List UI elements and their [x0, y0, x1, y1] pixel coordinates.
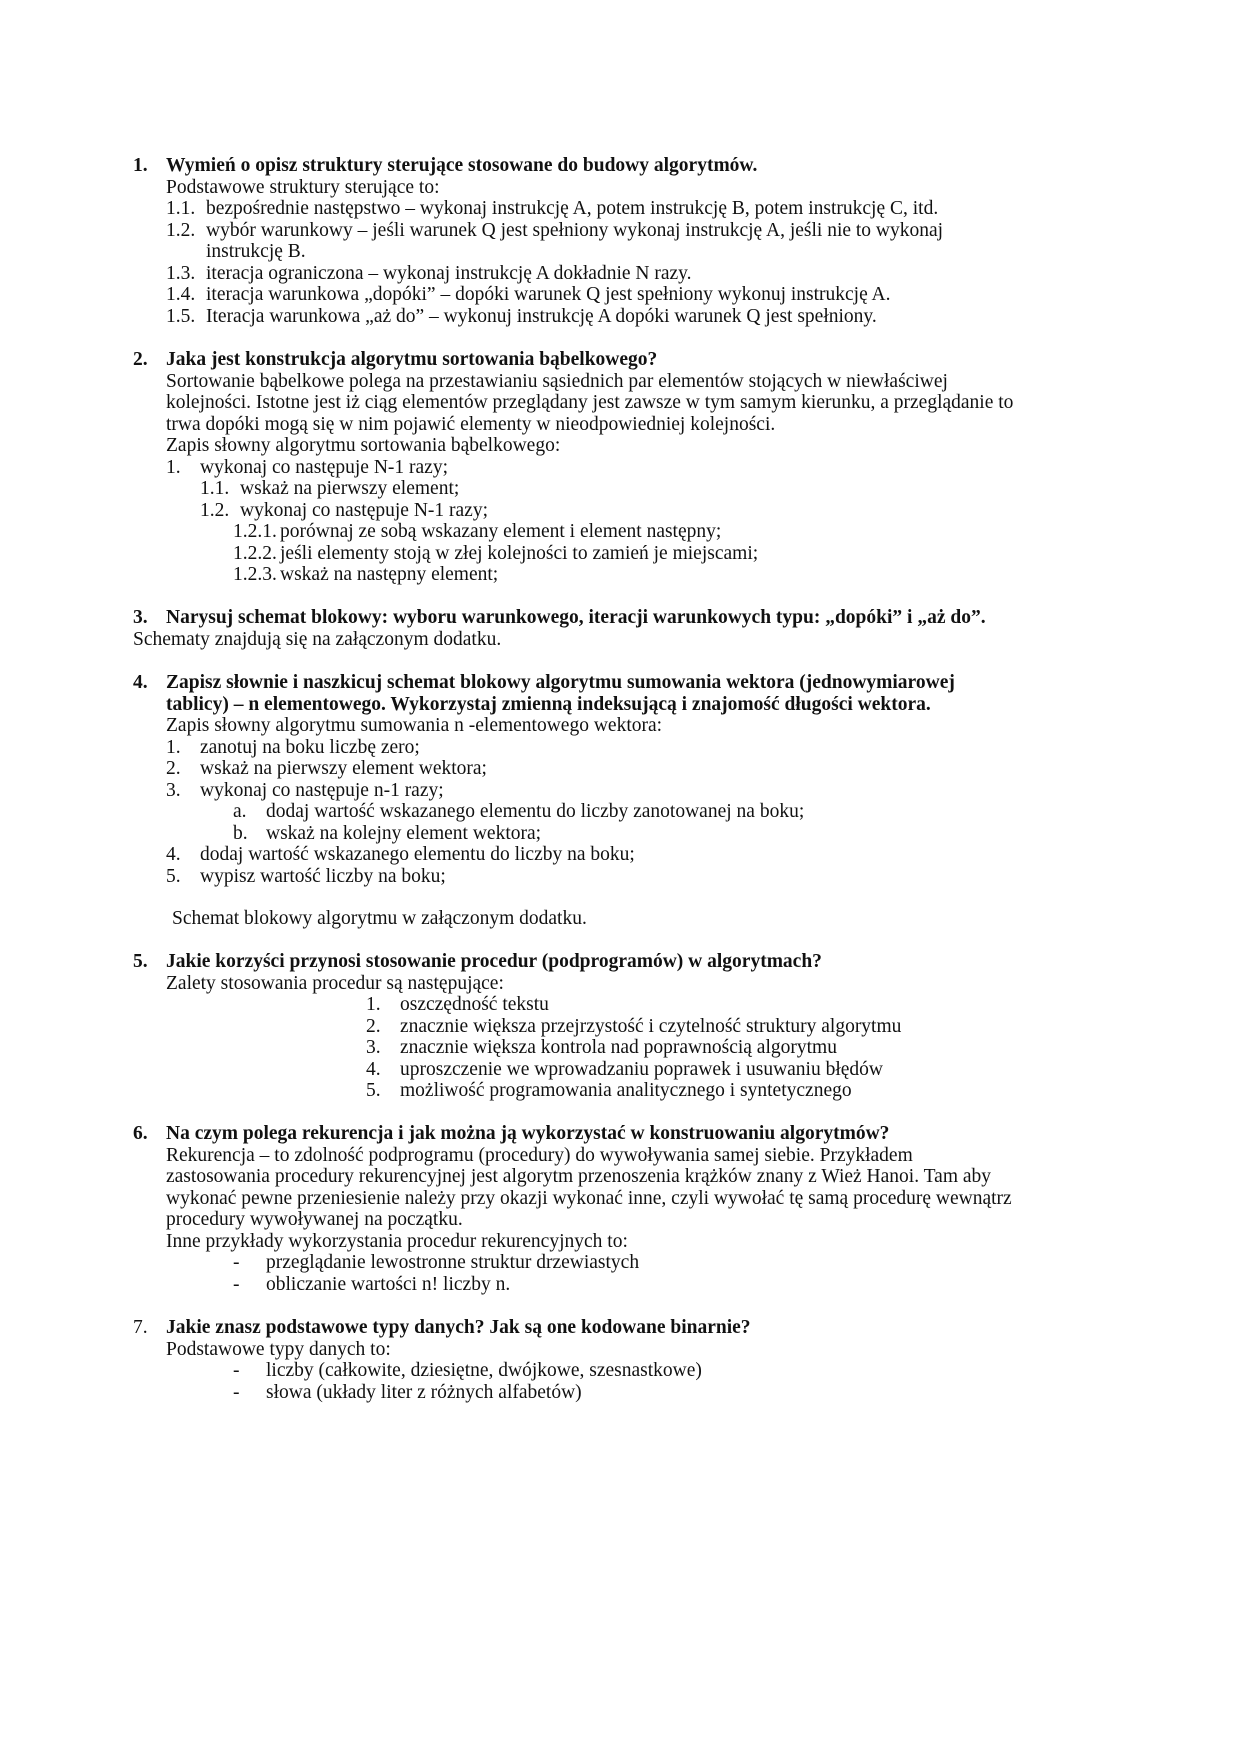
step-text: wykonaj co następuje N-1 razy; — [200, 457, 448, 478]
paragraph-line: trwa dopóki mogą się w nim pojawić elementy w nieodpowiedniej kolejności. — [166, 414, 776, 435]
step-number: 2. — [166, 758, 181, 779]
list-item-number: 1.3. — [166, 263, 196, 284]
step-text: jeśli elementy stoją w złej kolejności to zamień je miejscami; — [280, 543, 759, 564]
bullet-item: przeglądanie lewostronne struktur drzewiastych — [266, 1252, 640, 1273]
step-text: wskaż na pierwszy element; — [240, 478, 460, 499]
step-number: 1. — [166, 457, 181, 478]
bullet-item: obliczanie wartości n! liczby n. — [266, 1274, 511, 1295]
bullet-mark: - — [233, 1274, 240, 1295]
question-7-title: Jakie znasz podstawowe typy danych? Jak są one kodowane binarnie? — [166, 1317, 751, 1338]
step-number: a. — [233, 801, 247, 822]
question-1-intro: Podstawowe struktury sterujące to: — [166, 177, 440, 198]
bullet-item: liczby (całkowite, dziesiętne, dwójkowe, szesnastkowe) — [266, 1360, 702, 1381]
bullet-item: słowa (układy liter z różnych alfabetów) — [266, 1382, 582, 1403]
question-6-title: Na czym polega rekurencja i jak można ją wykorzystać w konstruowaniu algorytmów? — [166, 1123, 890, 1144]
list-item-continuation: instrukcję B. — [206, 241, 306, 262]
step-text: wypisz wartość liczby na boku; — [200, 866, 446, 887]
step-number: 1. — [166, 737, 181, 758]
step-text: dodaj wartość wskazanego elementu do liczby na boku; — [200, 844, 635, 865]
step-number: 1.2.1. — [233, 521, 277, 542]
step-number: b. — [233, 823, 248, 844]
question-5-intro: Zalety stosowania procedur są następujące: — [166, 973, 504, 994]
question-3-title: Narysuj schemat blokowy: wyboru warunkowego, iteracji warunkowych typu: „dopóki” i „aż do”. — [166, 607, 986, 628]
step-number: 1.2. — [200, 500, 230, 521]
question-7-number: 7. — [133, 1317, 148, 1338]
step-text: porównaj ze sobą wskazany element i element następny; — [280, 521, 722, 542]
paragraph-line: procedury wywoływanej na początku. — [166, 1209, 463, 1230]
step-text: dodaj wartość wskazanego elementu do liczby zanotowanej na boku; — [266, 801, 805, 822]
question-7-intro: Podstawowe typy danych to: — [166, 1339, 391, 1360]
paragraph-line: wykonać pewne przeniesienie należy przy okazji wykonać inne, czyli wywołać tę samą procedurę wewnątrz — [166, 1188, 1012, 1209]
paragraph-line: Sortowanie bąbelkowe polega na przestawianiu sąsiednich par elementów stojących w niewłaściwej — [166, 371, 948, 392]
list-item-number: 3. — [366, 1037, 381, 1058]
question-4-title-cont: tablicy) – n elementowego. Wykorzystaj zmienną indeksującą i znajomość długości wektora. — [166, 694, 931, 715]
step-number: 5. — [166, 866, 181, 887]
question-3-number: 3. — [133, 607, 148, 628]
question-6-intro: Inne przykłady wykorzystania procedur rekurencyjnych to: — [166, 1231, 628, 1252]
question-1-title: Wymień o opisz struktury sterujące stosowane do budowy algorytmów. — [166, 155, 758, 176]
question-5-number: 5. — [133, 951, 148, 972]
list-item: iteracja ograniczona – wykonaj instrukcję A dokładnie N razy. — [206, 263, 692, 284]
list-item-number: 1.5. — [166, 306, 196, 327]
question-4-number: 4. — [133, 672, 148, 693]
list-item: bezpośrednie następstwo – wykonaj instrukcję A, potem instrukcję B, potem instrukcję C, itd. — [206, 198, 939, 219]
step-number: 1.2.2. — [233, 543, 277, 564]
step-number: 4. — [166, 844, 181, 865]
list-item: znacznie większa przejrzystość i czytelność struktury algorytmu — [400, 1016, 902, 1037]
question-1-number: 1. — [133, 155, 148, 176]
list-item: iteracja warunkowa „dopóki” – dopóki warunek Q jest spełniony wykonuj instrukcję A. — [206, 284, 891, 305]
question-2-number: 2. — [133, 349, 148, 370]
step-text: wykonaj co następuje n-1 razy; — [200, 780, 444, 801]
paragraph-line: kolejności. Istotne jest iż ciąg elementów przeglądany jest zawsze w tym samym kierunku, a przeglądanie to — [166, 392, 1014, 413]
step-number: 1.1. — [200, 478, 230, 499]
list-item-number: 4. — [366, 1059, 381, 1080]
question-2-title: Jaka jest konstrukcja algorytmu sortowania bąbelkowego? — [166, 349, 658, 370]
paragraph-line: zastosowania procedury rekurencyjnej jest algorytm przenoszenia krążków znany z Wież Hanoi. Tam aby — [166, 1166, 992, 1187]
list-item: uproszczenie we wprowadzaniu poprawek i usuwaniu błędów — [400, 1059, 884, 1080]
bullet-mark: - — [233, 1360, 240, 1381]
list-item: Iteracja warunkowa „aż do” – wykonuj instrukcję A dopóki warunek Q jest spełniony. — [206, 306, 877, 327]
question-6-number: 6. — [133, 1123, 148, 1144]
list-item-number: 1. — [366, 994, 381, 1015]
list-item-number: 2. — [366, 1016, 381, 1037]
step-number: 1.2.3. — [233, 564, 277, 585]
step-text: wskaż na kolejny element wektora; — [266, 823, 542, 844]
list-item: wybór warunkowy – jeśli warunek Q jest spełniony wykonaj instrukcję A, jeśli nie to wykonaj — [206, 220, 944, 241]
list-item-number: 1.1. — [166, 198, 196, 219]
step-text: wskaż na następny element; — [280, 564, 499, 585]
step-text: zanotuj na boku liczbę zero; — [200, 737, 420, 758]
step-text: wykonaj co następuje N-1 razy; — [240, 500, 488, 521]
step-number: 3. — [166, 780, 181, 801]
list-item-number: 5. — [366, 1080, 381, 1101]
question-4-title: Zapisz słownie i naszkicuj schemat blokowy algorytmu sumowania wektora (jednowymiarowej — [166, 672, 955, 693]
list-item: możliwość programowania analitycznego i syntetycznego — [400, 1080, 852, 1101]
question-4-intro: Zapis słowny algorytmu sumowania n -elementowego wektora: — [166, 715, 663, 736]
list-item: znacznie większa kontrola nad poprawnością algorytmu — [400, 1037, 837, 1058]
list-item-number: 1.2. — [166, 220, 196, 241]
step-text: wskaż na pierwszy element wektora; — [200, 758, 487, 779]
question-4-note: Schemat blokowy algorytmu w załączonym dodatku. — [172, 908, 587, 929]
question-2-intro: Zapis słowny algorytmu sortowania bąbelkowego: — [166, 435, 561, 456]
list-item-number: 1.4. — [166, 284, 196, 305]
paragraph-line: Rekurencja – to zdolność podprogramu (procedury) do wywoływania samej siebie. Przykładem — [166, 1145, 913, 1166]
question-5-title: Jakie korzyści przynosi stosowanie procedur (podprogramów) w algorytmach? — [166, 951, 822, 972]
question-3-answer: Schematy znajdują się na załączonym dodatku. — [133, 629, 502, 650]
bullet-mark: - — [233, 1382, 240, 1403]
bullet-mark: - — [233, 1252, 240, 1273]
list-item: oszczędność tekstu — [400, 994, 549, 1015]
